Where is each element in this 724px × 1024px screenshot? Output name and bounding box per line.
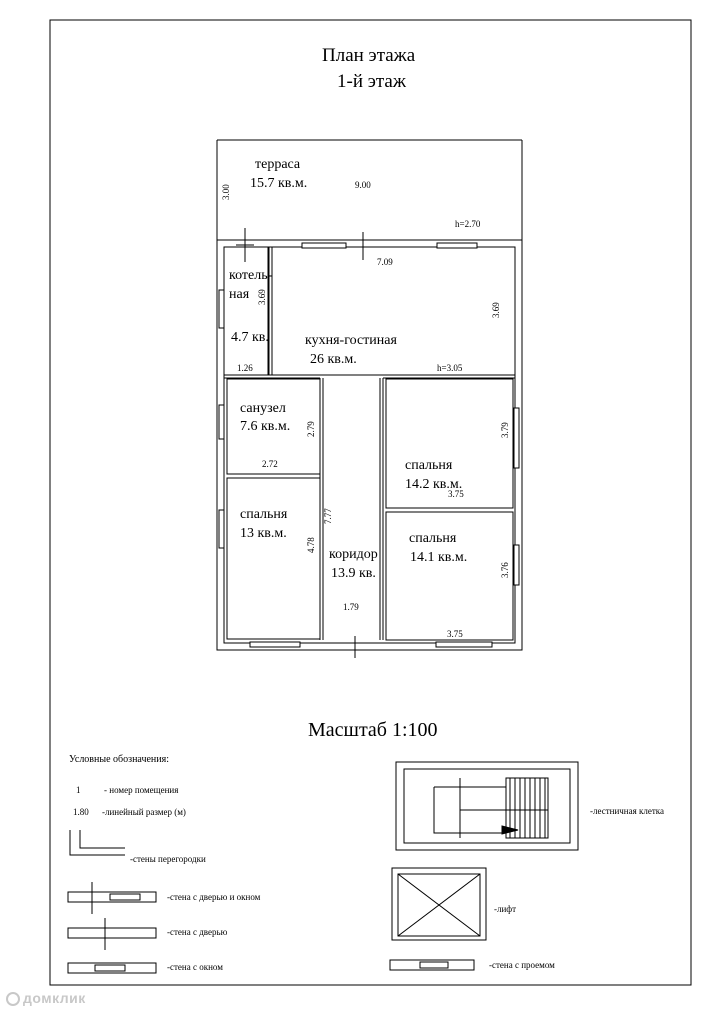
bedroom2-area: 14.2 кв.м. (405, 477, 463, 492)
terrace-area: 15.7 кв.м. (250, 176, 308, 191)
legend-stair-text: -лестничная клетка (590, 806, 665, 816)
dim-bedroom3-height: 3.76 (500, 562, 510, 578)
floor-title: 1-й этаж (337, 71, 406, 92)
dim-terrace-height: 3.00 (221, 184, 231, 200)
dim-boiler-height: 3.69 (257, 289, 267, 305)
dim-terrace-width: 9.00 (355, 180, 371, 190)
legend-dimension-symbol: 1.80 (73, 807, 89, 817)
dim-bathroom-height: 2.79 (306, 421, 316, 437)
dim-kitchen-h: h=3.05 (437, 363, 463, 373)
legend-door-text: -стена с дверью (167, 927, 228, 937)
legend-heading: Условные обозначения: (69, 754, 170, 765)
dim-corridor-length: 7.77 (323, 508, 333, 524)
dim-boiler-width: 1.26 (237, 363, 253, 373)
kitchen-area: 26 кв.м. (310, 352, 357, 367)
legend-window-text: -стена с окном (167, 962, 223, 972)
sheet-frame (50, 20, 691, 985)
dim-bedroom2-width: 3.75 (448, 489, 464, 499)
bedroom3-area: 14.1 кв.м. (410, 550, 468, 565)
bedroom3-label: спальня (409, 531, 457, 546)
dim-bathroom-width: 2.72 (262, 459, 278, 469)
bedroom1-area: 13 кв.м. (240, 526, 287, 541)
legend-lift-text: -лифт (494, 904, 517, 914)
boiler-label-2: ная (229, 287, 250, 302)
scale-label: Масштаб 1:100 (308, 719, 438, 741)
watermark-text: домклик (23, 990, 86, 1006)
dim-bedroom1-height: 4.78 (306, 537, 316, 553)
dim-bedroom3-width: 3.75 (447, 629, 463, 639)
legend-dimension-text: -линейный размер (м) (102, 807, 186, 817)
legend-room-number-symbol: 1 (76, 785, 81, 795)
kitchen-label: кухня-гостиная (305, 333, 397, 348)
terrace-label: терраса (255, 157, 301, 172)
legend-room-number-text: - номер помещения (104, 785, 179, 795)
bedroom1-label: спальня (240, 507, 288, 522)
dim-terrace-h: h=2.70 (455, 219, 481, 229)
plan-title: План этажа (322, 45, 416, 66)
corridor-area: 13.9 кв. (331, 566, 376, 581)
legend-door-window-text: -стена с дверью и окном (167, 892, 261, 902)
dim-bedroom2-height: 3.79 (500, 422, 510, 438)
dim-kitchen-width: 7.09 (377, 257, 393, 267)
bathroom-label: санузел (240, 401, 286, 416)
bedroom2-label: спальня (405, 458, 453, 473)
bathroom-area: 7.6 кв.м. (240, 419, 291, 434)
boiler-label-1: котель- (229, 268, 273, 283)
boiler-area: 4.7 кв. (231, 330, 269, 345)
corridor-label: коридор (329, 547, 378, 562)
dim-corridor-width: 1.79 (343, 602, 359, 612)
legend-partition-text: -стены перегородки (130, 854, 206, 864)
domclick-logo-icon (6, 992, 20, 1006)
dim-kitchen-height: 3.69 (491, 302, 501, 318)
legend-opening-text: -стена с проемом (489, 960, 555, 970)
domclick-watermark (6, 990, 86, 1006)
interior-walls (224, 247, 515, 640)
